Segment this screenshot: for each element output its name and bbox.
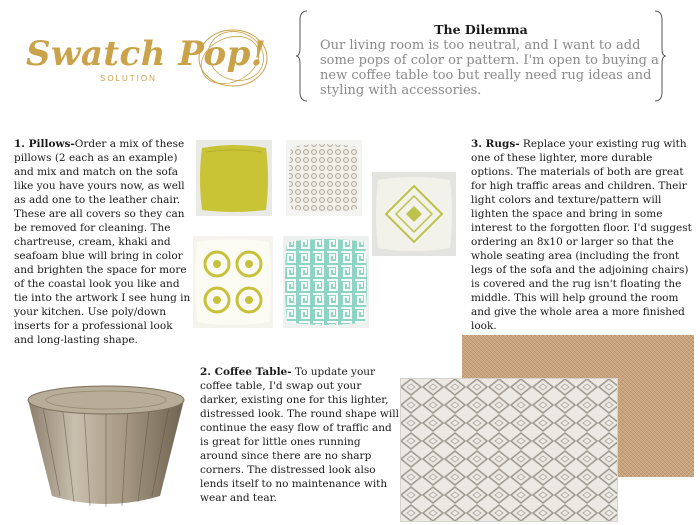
rugs-heading: 3. Rugs-: [471, 138, 520, 150]
logo-sub-text: SOLUTION: [100, 74, 157, 83]
coffee-table-heading: 2. Coffee Table-: [200, 366, 292, 378]
dilemma-title: The Dilemma: [434, 22, 528, 37]
pillows-body: Order a mix of these pillows (2 each as an example) and mix and match on the sofa like you have yours now, as well as add one to the leather chair. These are all covers so they can be removed for cleaning. The chartreuse, cream, khaki and seafoam blue will bring in color and brighten the space for more of the coastal look you like and tie into the artwork I see hung in your kitchen. Use poly/down inserts for a professional look and long-lasting shape.: [14, 138, 191, 346]
chartreuse-medallion-pillow-image: [193, 236, 273, 328]
logo-script-text: Swatch Pop!: [26, 34, 267, 74]
rugs-body: Replace your existing rug with one of these lighter, more durable options. The materials of both are great for high traffic areas and children. Their light colors and texture/pattern will lighten the space and bring in some interest to the forgotten floor. I'd suggest ordering an 8x10 or larger so that the whole seating area (including the front legs of the sofa and the adjoining chairs) is covered and the rug isn't floating the middle. This will help ground the room and give the whole area a more finished look.: [471, 138, 692, 332]
chartreuse-diamond-pillow-image: [372, 172, 456, 256]
swatch-pop-logo: [18, 22, 278, 92]
chartreuse-pillow-image: [196, 140, 272, 216]
khaki-lattice-pillow-image: [286, 140, 362, 216]
coffee-table-section: [200, 365, 400, 505]
pillows-section: [14, 137, 194, 347]
pillows-heading: 1. Pillows-: [14, 138, 75, 150]
diamond-pattern-rug-image: [400, 378, 618, 522]
dilemma-body: Our living room is too neutral, and I want to add some pops of color or pattern. I'm open to buying a new coffee table too but really need rug ideas and styling with accessories.: [320, 38, 659, 98]
rugs-section: [471, 137, 693, 333]
dilemma-box: [296, 10, 666, 102]
seafoam-greek-key-pillow-image: [283, 236, 369, 328]
distressed-coffee-table-image: [22, 378, 190, 514]
coffee-table-body: To update your coffee table, I'd swap out your darker, existing one for this lighter, distressed look. The round shape will continue the easy flow of traffic and is great for little ones running around since there are no sharp corners. The distressed look also lends itself to no maintenance with wear and tear.: [200, 366, 399, 504]
